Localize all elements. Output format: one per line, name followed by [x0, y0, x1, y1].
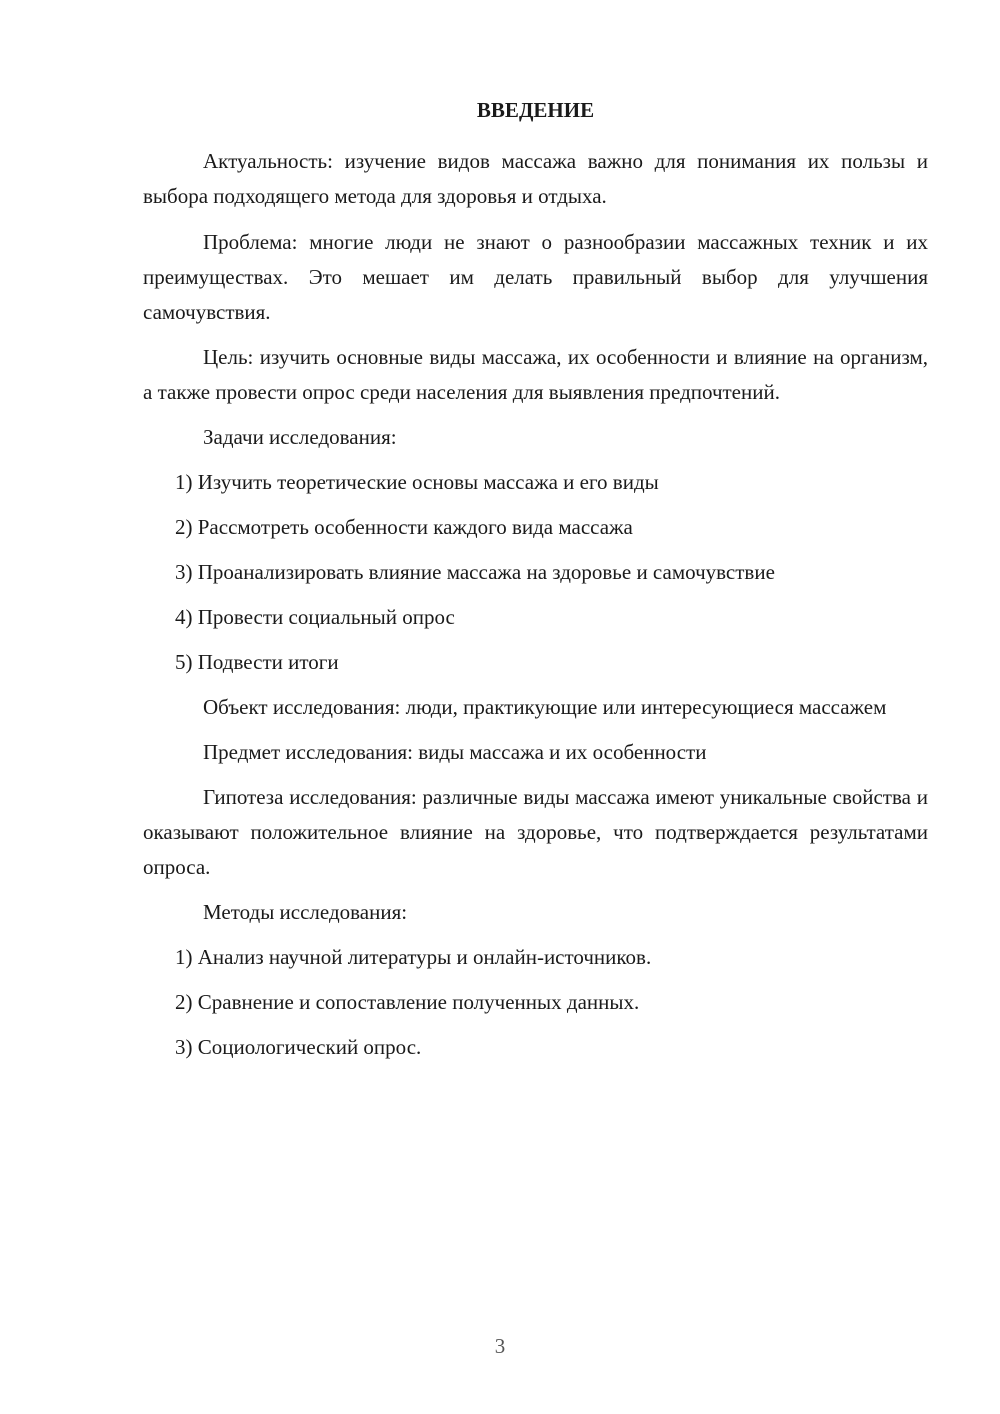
object-paragraph: Объект исследования: люди, практикующие или интересующиеся массажем — [203, 695, 887, 719]
goal-paragraph: Цель: изучить основные виды массажа, их особенности и влияние на организм, а также провести опрос среди населения для выявления предпочтений. — [143, 345, 928, 404]
relevance-paragraph: Актуальность: изучение видов массажа важно для понимания их пользы и выбора подходящего метода для здоровья и отдыха. — [143, 149, 928, 208]
problem-paragraph: Проблема: многие люди не знают о разнообразии массажных техник и их преимуществах. Это мешает им делать правильный выбор для улучшения самочувствия. — [143, 230, 928, 324]
task-item: 1) Изучить теоретические основы массажа и его виды — [175, 470, 659, 494]
subject-paragraph: Предмет исследования: виды массажа и их особенности — [203, 740, 707, 764]
tasks-heading: Задачи исследования: — [203, 425, 397, 449]
method-item: 1) Анализ научной литературы и онлайн-источников. — [175, 945, 652, 969]
method-item: 3) Социологический опрос. — [175, 1035, 422, 1059]
page-number: 3 — [494, 1334, 506, 1358]
methods-heading: Методы исследования: — [203, 900, 408, 924]
task-item: 4) Провести социальный опрос — [175, 605, 455, 629]
task-item: 2) Рассмотреть особенности каждого вида массажа — [175, 515, 633, 539]
task-item: 3) Проанализировать влияние массажа на здоровье и самочувствие — [175, 560, 775, 584]
hypothesis-paragraph: Гипотеза исследования: различные виды массажа имеют уникальные свойства и оказывают положительное влияние на здоровье, что подтверждается результатами опроса. — [143, 785, 928, 879]
method-item: 2) Сравнение и сопоставление полученных данных. — [175, 990, 640, 1014]
task-item: 5) Подвести итоги — [175, 650, 339, 674]
page-content — [143, 95, 928, 1075]
section-title: ВВЕДЕНИЕ — [476, 98, 595, 122]
